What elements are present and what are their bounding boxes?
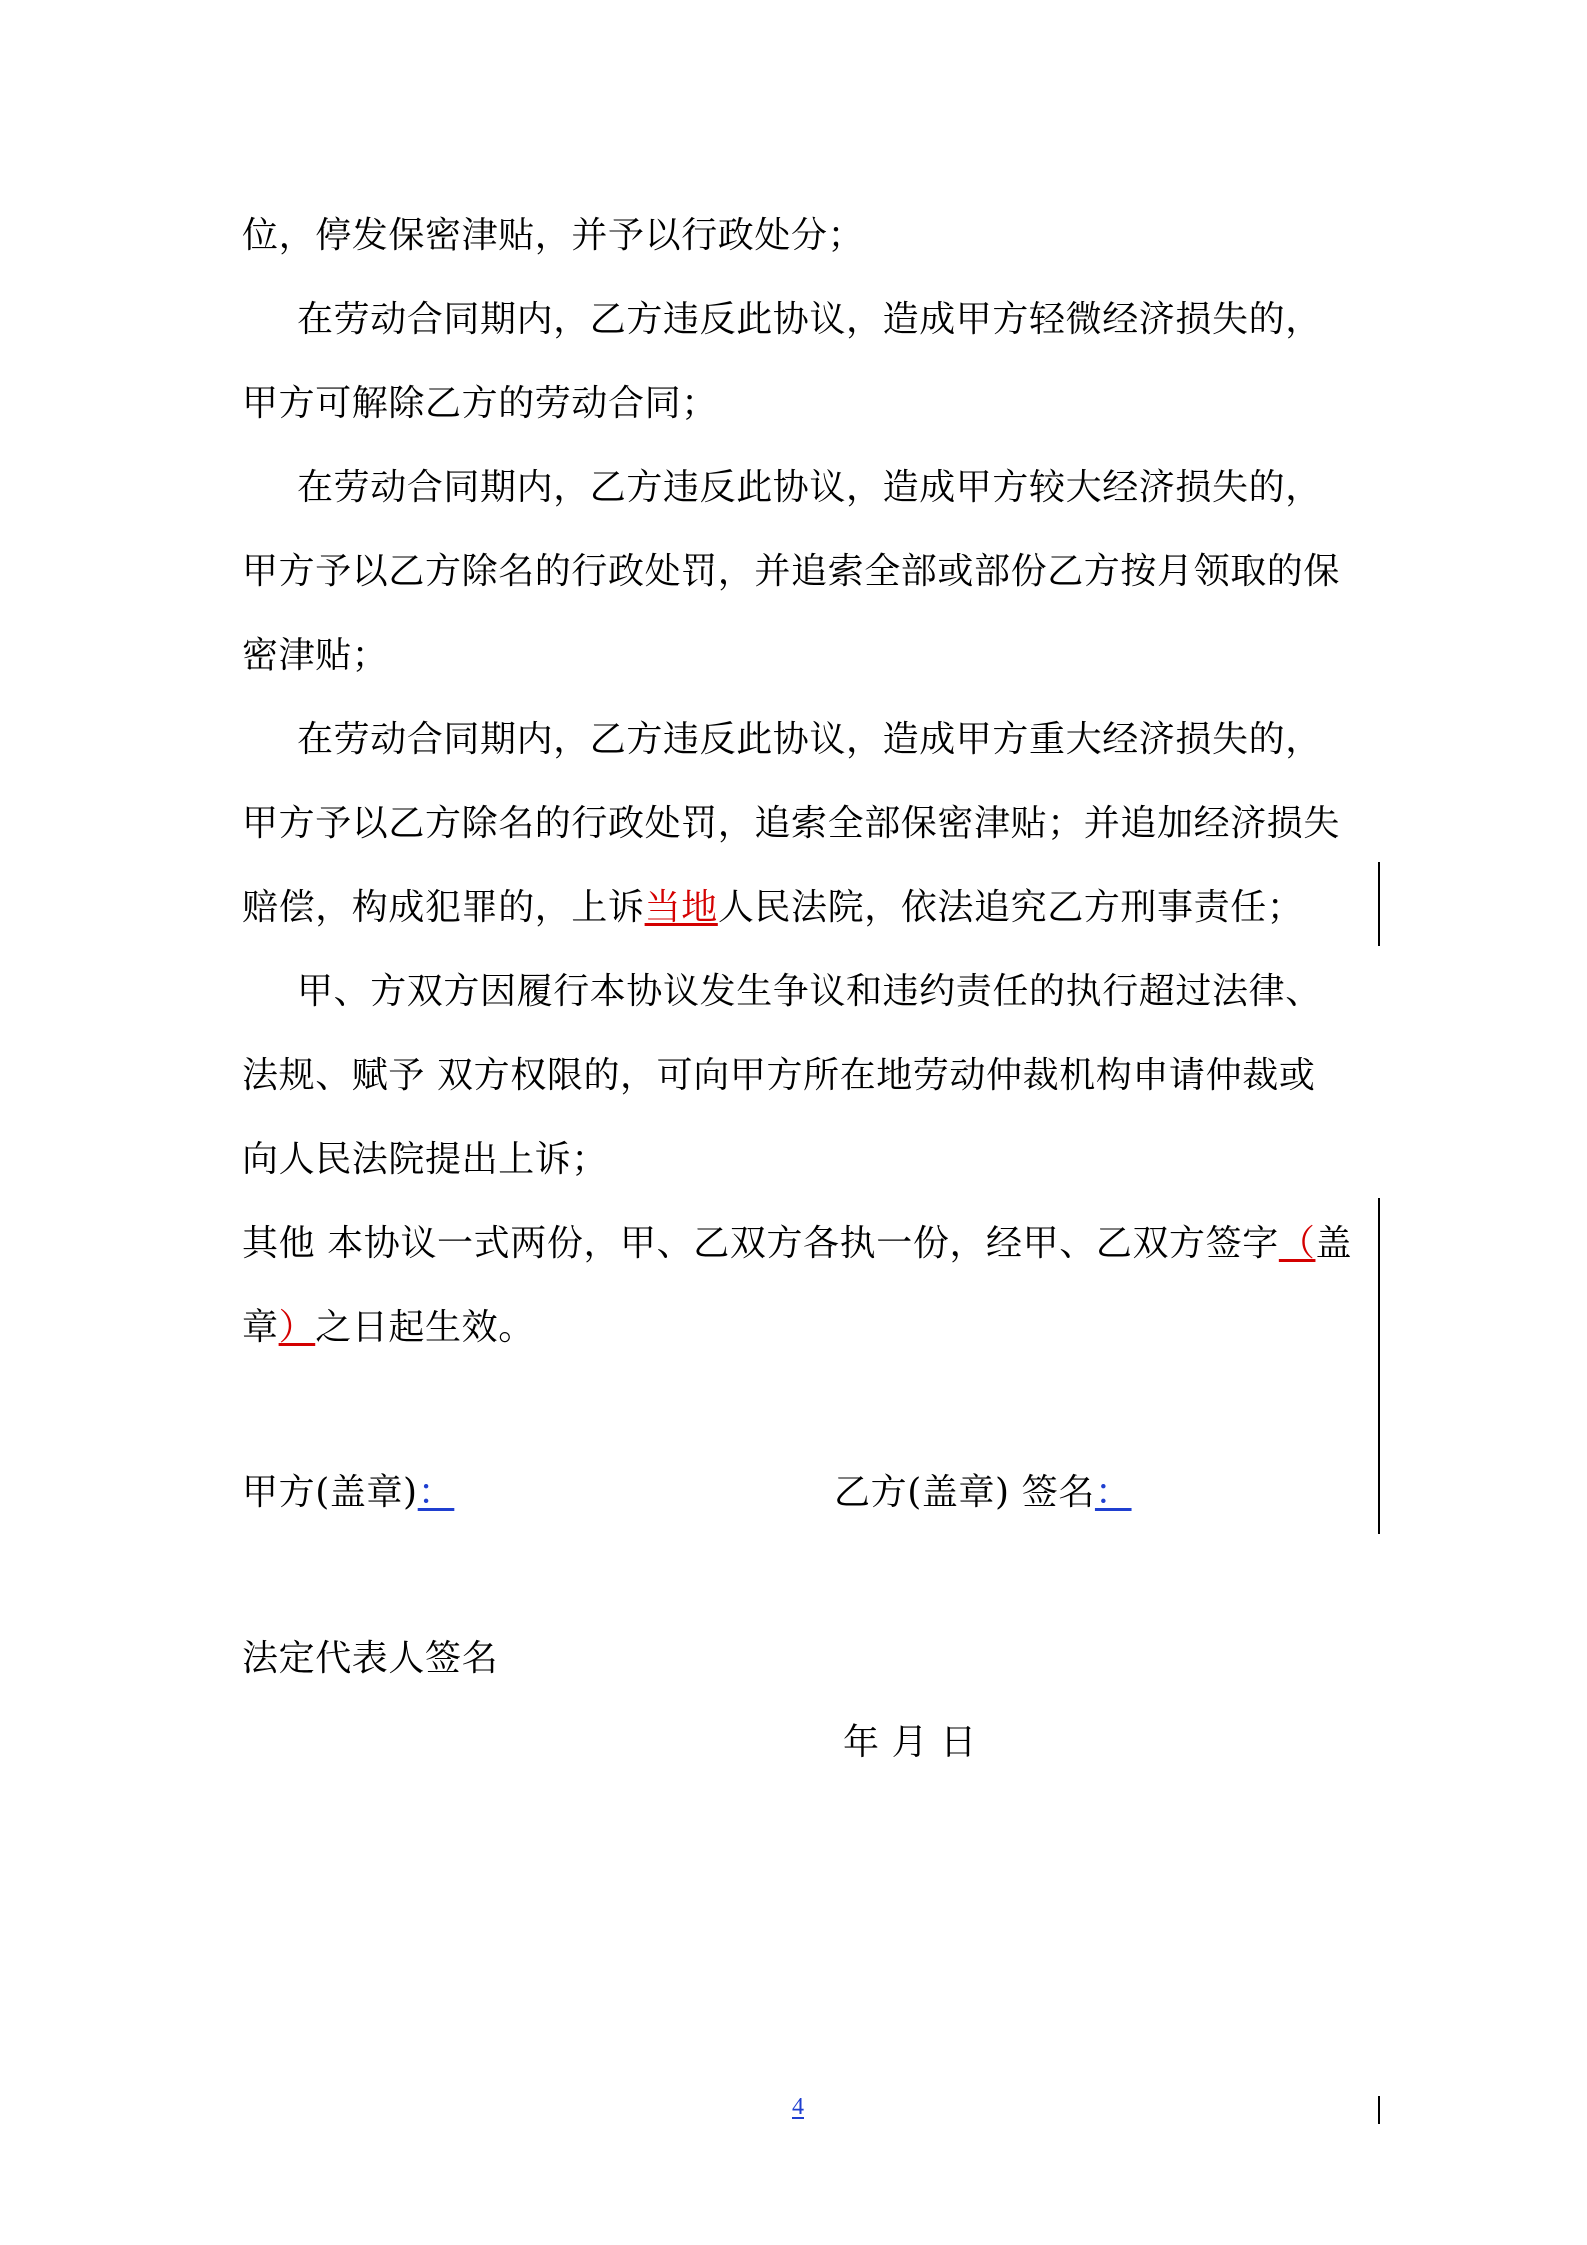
body-line-4: 在劳动合同期内，乙方违反此协议，造成甲方较大经济损失的，: [297, 467, 1322, 508]
body-line-2: 在劳动合同期内，乙方违反此协议，造成甲方轻微经济损失的，: [297, 299, 1322, 340]
body-line-12: 向人民法院提出上诉；: [242, 1139, 609, 1180]
line14-text-after: 之日起生效。: [315, 1307, 535, 1348]
page-number: 4: [792, 2094, 804, 2120]
party-a-label: 甲方(盖章): [242, 1472, 418, 1513]
body-line-10: 甲、方双方因履行本协议发生争议和违约责任的执行超过法律、: [297, 971, 1322, 1012]
change-bar-3: [1378, 2096, 1380, 2124]
line9-text-after: 人民法院，依法追究乙方刑事责任；: [717, 887, 1304, 928]
body-line-6: 密津贴；: [242, 635, 389, 676]
party-b-colon: ：: [1094, 1472, 1132, 1513]
body-line-14: [242, 1306, 535, 1350]
party-a-signature: [242, 1471, 454, 1515]
body-line-13: [242, 1222, 1352, 1266]
party-a-colon: ：: [417, 1472, 455, 1513]
line14-text-before: 章: [242, 1307, 279, 1348]
revision-open-paren: （: [1278, 1223, 1316, 1264]
body-line-1: 位，停发保密津贴，并予以行政处分；: [242, 215, 865, 256]
body-line-8: 甲方予以乙方除名的行政处罚，追索全部保密津贴；并追加经济损失: [242, 803, 1341, 844]
line13-text-after: 盖: [1315, 1223, 1353, 1264]
body-line-7: 在劳动合同期内，乙方违反此协议，造成甲方重大经济损失的，: [297, 719, 1322, 760]
revision-close-paren: ）: [278, 1307, 316, 1348]
party-b-label: 乙方(盖章) 签名: [834, 1472, 1095, 1513]
body-line-3: 甲方可解除乙方的劳动合同；: [242, 383, 718, 424]
signature-date: 年 月 日: [843, 1722, 977, 1763]
legal-representative-signature: 法定代表人签名: [242, 1638, 499, 1679]
revision-insert-dangdi: 当地: [644, 887, 718, 928]
party-b-signature: [834, 1471, 1132, 1515]
change-bar-2: [1378, 1198, 1380, 1534]
body-line-11: 法规、赋予 双方权限的，可向甲方所在地劳动仲裁机构申请仲裁或: [242, 1055, 1316, 1096]
change-bar-1: [1378, 862, 1380, 946]
body-line-5: 甲方予以乙方除名的行政处罚，并追索全部或部份乙方按月领取的保: [242, 551, 1341, 592]
line9-text-before: 赔偿，构成犯罪的，上诉: [242, 887, 645, 928]
line13-text-before: 其他 本协议一式两份，甲、乙双方各执一份，经甲、乙双方签字: [242, 1223, 1279, 1264]
body-line-9: [242, 886, 1303, 930]
